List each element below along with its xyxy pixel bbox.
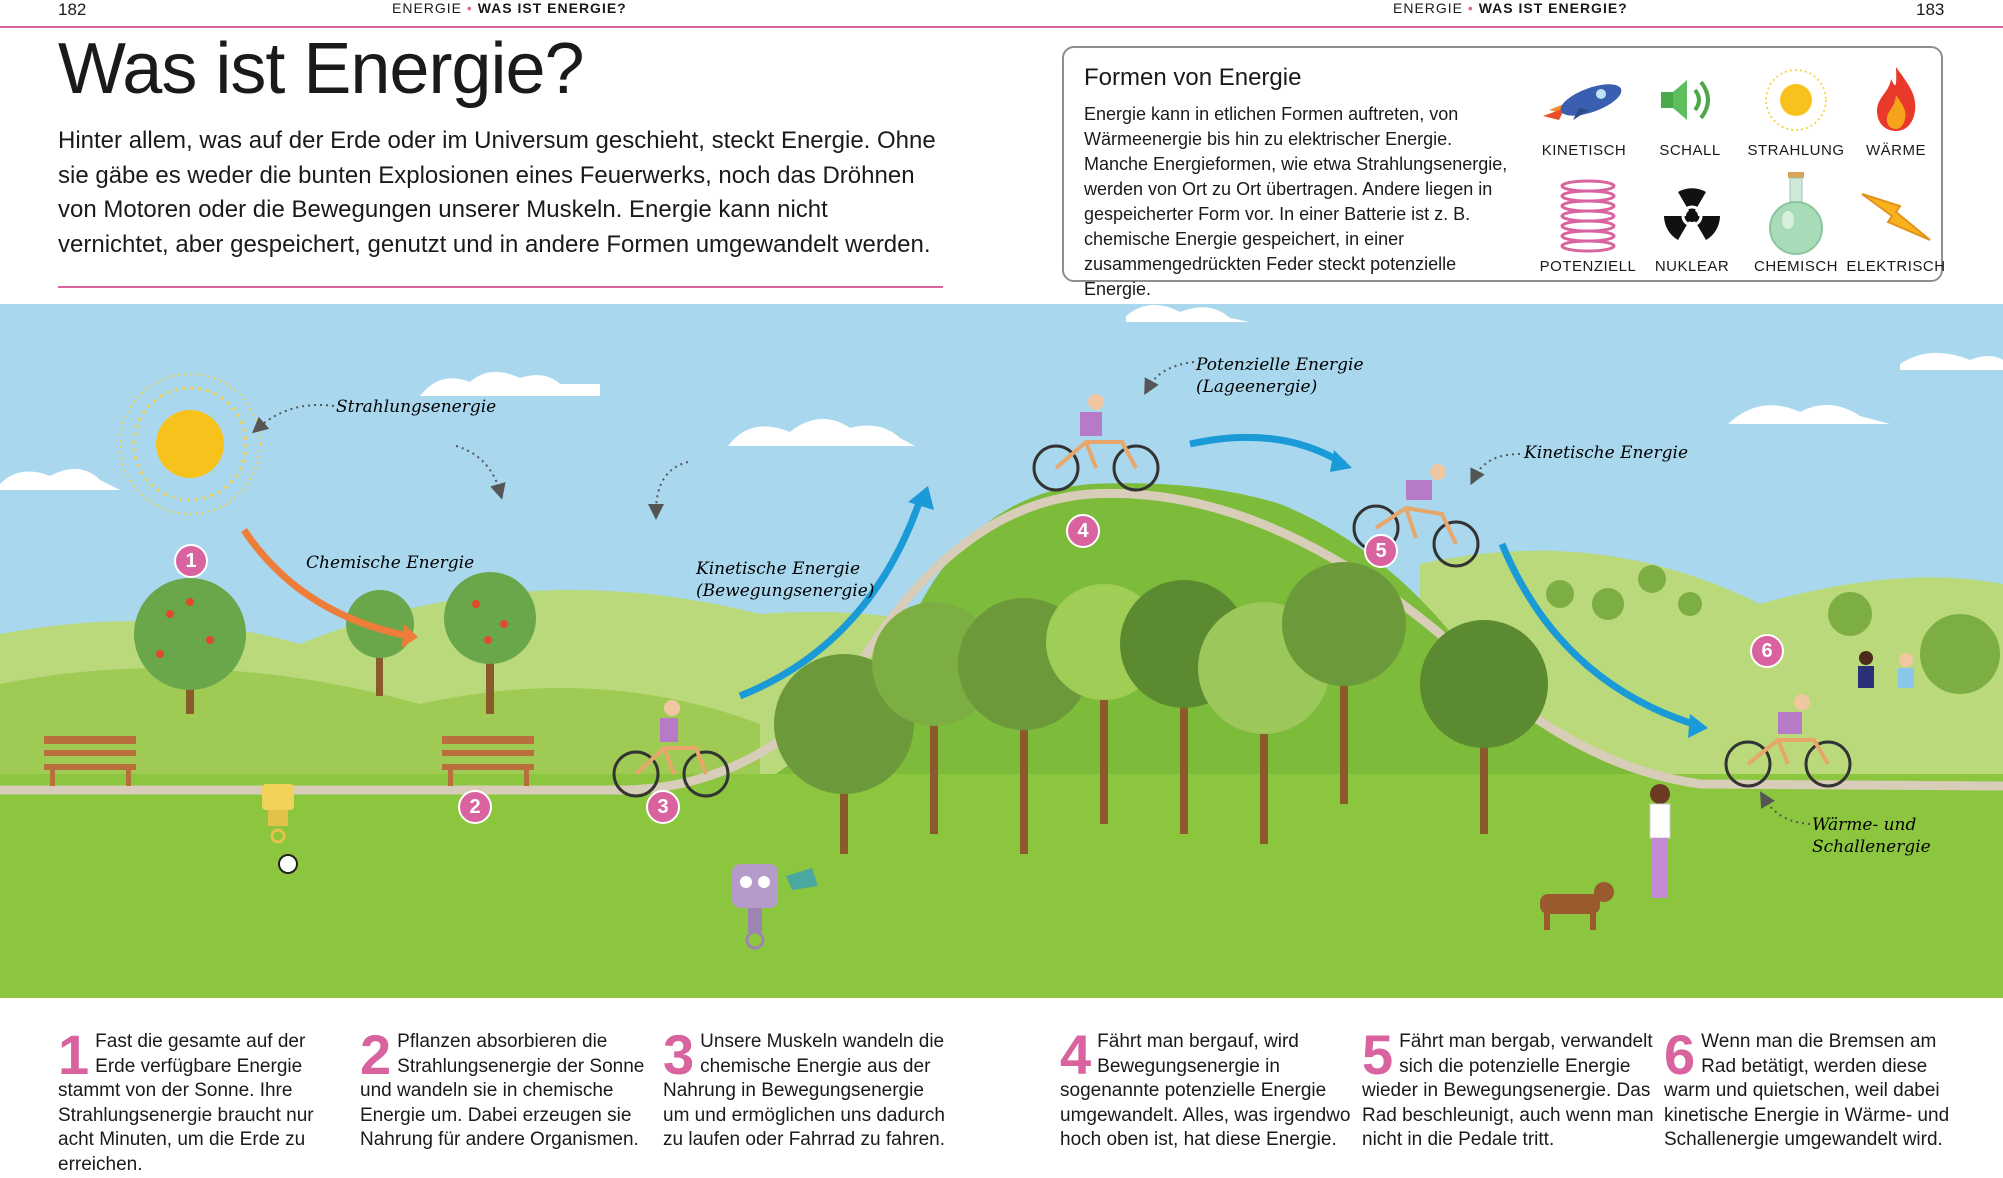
energy-forms-box xyxy=(1062,46,1946,299)
form-electric xyxy=(1846,174,1946,275)
step-number: 5 xyxy=(1362,1023,1394,1086)
step-text: Fährt man bergauf, wird Bewegungsenergie in sogenannte potenzielle Energie umgewandelt. Alles, was irgendwo hoch oben ist, hat diese Energie. xyxy=(1060,1031,1351,1151)
form-label: WÄRME xyxy=(1866,142,1926,159)
marker-2: 2 xyxy=(458,790,492,824)
step-4 xyxy=(1060,1023,1352,1153)
form-label: KINETISCH xyxy=(1541,142,1627,159)
form-label: ELEKTRISCH xyxy=(1846,258,1946,275)
box-text: Energie kann in etlichen Formen auftreten, von Wärmeenergie bis hin zu elektrischer Energie. Manche Energieformen, wie etwa Strahlungsenergie, werden von Ort zu Ort übertragen. Andere liegen in gespeicherter Form vor. In einer Batterie ist z. B. chemische Energie gespeichert, in einer zusammengedrückten Feder steckt potenzielle Energie. xyxy=(1084,104,1508,299)
form-heat xyxy=(1846,58,1946,159)
label-potenziell-b: (Lageenergie) xyxy=(1196,377,1318,397)
form-radiation xyxy=(1746,58,1846,159)
bullet: • xyxy=(1467,0,1474,16)
marker-1: 1 xyxy=(174,544,208,578)
left-running-head xyxy=(392,0,627,16)
form-label: CHEMISCH xyxy=(1753,258,1838,275)
left-page-number: 182 xyxy=(58,0,87,19)
box-title: Formen von Energie xyxy=(1084,64,1302,91)
step-text: Fast die gesamte auf der Erde verfügbare Energie stammt von der Sonne. Ihre Strahlungsenergie braucht nur acht Minuten, um die Erde zu erreichen. xyxy=(58,1031,314,1175)
label-potenziell-a: Potenzielle Energie xyxy=(1196,355,1364,375)
right-page-number: 183 xyxy=(1916,0,1945,19)
football xyxy=(279,855,297,873)
form-sound xyxy=(1640,58,1740,159)
rocket-icon xyxy=(1539,70,1629,130)
form-nuclear xyxy=(1642,174,1742,275)
lightning-icon xyxy=(1858,186,1934,246)
section-name: ENERGIE xyxy=(392,0,463,16)
step-number: 1 xyxy=(58,1023,90,1086)
step-1 xyxy=(58,1023,350,1178)
intro-text: Hinter allem, was auf der Erde oder im Universum geschieht, steckt Energie. Ohne sie gäbe es weder die bunten Explosionen eines Feuerwerks, noch das Dröhnen von Motoren oder die Bewegungen unserer Muskeln. Energie kann nicht vernichtet, aber gespeichert, genutzt und in andere Formen umgewandelt werden. xyxy=(58,127,936,258)
header-rule xyxy=(0,26,2003,28)
form-label: NUKLEAR xyxy=(1654,258,1730,275)
label-kinetisch-2: Kinetische Energie xyxy=(1524,443,1688,463)
topic-name: WAS IST ENERGIE? xyxy=(1478,0,1628,16)
flame-icon xyxy=(1871,65,1921,135)
label-kinetisch-1b: (Bewegungsenergie) xyxy=(696,581,875,601)
dog-walker xyxy=(1650,784,1670,898)
step-number: 4 xyxy=(1060,1023,1092,1086)
energy-landscape-illustration xyxy=(0,304,2003,998)
spring-icon xyxy=(1558,178,1618,254)
step-number: 2 xyxy=(360,1023,392,1086)
intro-rule xyxy=(58,286,943,288)
step-number: 3 xyxy=(663,1023,695,1086)
sun-icon xyxy=(1763,67,1829,133)
ground xyxy=(0,774,2003,998)
label-waerme-b: Schallenergie xyxy=(1812,837,1931,857)
flask-icon xyxy=(1766,170,1826,256)
form-label: POTENZIELL xyxy=(1539,258,1637,275)
label-strahlung: Strahlungsenergie xyxy=(336,397,497,417)
step-text: Pflanzen absorbieren die Strahlungsenergie der Sonne und wandeln sie in chemische Energie um. Dabei erzeugen sie Nahrung für andere Organismen. xyxy=(360,1031,645,1151)
marker-4: 4 xyxy=(1066,514,1100,548)
speaker-icon xyxy=(1655,70,1725,130)
radiation-icon xyxy=(1659,183,1725,249)
right-running-head xyxy=(1393,0,1628,16)
form-chemical xyxy=(1746,168,1846,275)
form-label: SCHALL xyxy=(1659,142,1721,159)
label-kinetisch-1a: Kinetische Energie xyxy=(696,559,860,579)
section-name: ENERGIE xyxy=(1393,0,1464,16)
label-chemisch: Chemische Energie xyxy=(306,553,475,573)
form-label: STRAHLUNG xyxy=(1747,142,1845,159)
form-kinetic xyxy=(1534,58,1634,159)
step-5 xyxy=(1362,1023,1654,1153)
topic-name: WAS IST ENERGIE? xyxy=(477,0,627,16)
marker-3: 3 xyxy=(646,790,680,824)
page-title: Was ist Energie? xyxy=(58,29,584,109)
step-number: 6 xyxy=(1664,1023,1696,1086)
step-6 xyxy=(1664,1023,1956,1153)
step-text: Fährt man bergab, verwandelt sich die potenzielle Energie wieder in Bewegungsenergie. Das Rad beschleunigt, auch wenn man nicht in die Pedale tritt. xyxy=(1362,1031,1654,1151)
step-text: Unsere Muskeln wandeln die chemische Energie aus der Nahrung in Bewegungsenergie um und ermöglichen uns dadurch zu laufen oder Fahrrad zu fahren. xyxy=(663,1031,946,1151)
step-2 xyxy=(360,1023,652,1153)
marker-5: 5 xyxy=(1364,534,1398,568)
marker-6: 6 xyxy=(1750,634,1784,668)
bullet: • xyxy=(466,0,473,16)
step-text: Wenn man die Bremsen am Rad betätigt, werden diese warm und quietschen, weil dabei kinetische Energie in Wärme- und Schallenergie umgewandelt wird. xyxy=(1664,1031,1950,1151)
label-waerme-a: Wärme- und xyxy=(1812,815,1917,835)
step-3 xyxy=(663,1023,955,1153)
form-potential xyxy=(1538,174,1638,275)
